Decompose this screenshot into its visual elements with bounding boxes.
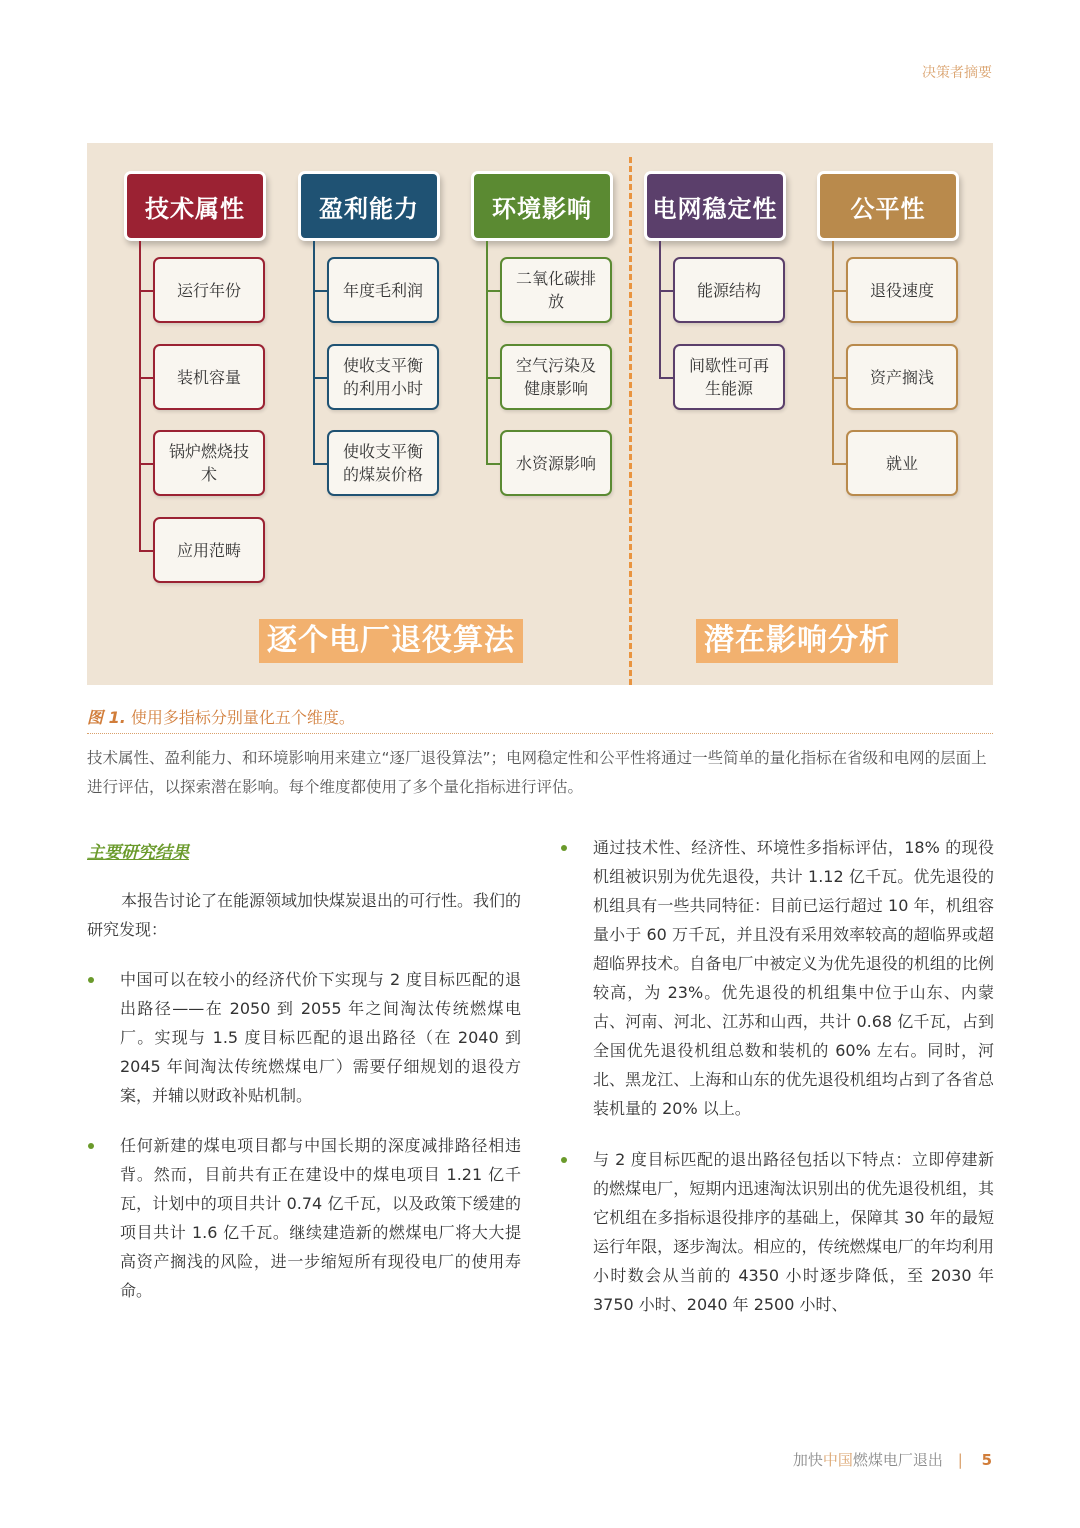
connector-tick (139, 463, 153, 465)
connector-line (313, 241, 315, 464)
connector-line (139, 241, 141, 551)
indicator-box: 间歇性可再生能源 (673, 344, 785, 410)
connector-tick (659, 290, 673, 292)
section-title: 主要研究结果 (87, 843, 189, 863)
connector-line (659, 241, 661, 377)
figure-caption (87, 705, 355, 728)
indicator-box: 应用范畴 (153, 517, 265, 583)
footer-title-part: 加快 (792, 1451, 823, 1469)
indicator-box: 装机容量 (153, 344, 265, 410)
indicator-box: 能源结构 (673, 257, 785, 323)
connector-tick (832, 463, 846, 465)
indicator-box: 资产搁浅 (846, 344, 958, 410)
retirement-algorithm-label: 逐个电厂退役算法 (259, 619, 523, 663)
bullet-icon (561, 845, 567, 851)
finding-paragraph: 通过技术性、经济性、环境性多指标评估，18% 的现役机组被识别为优先退役，共计 1.12 亿千瓦。优先退役的机组具有一些共同特征：目前已运行超过 10 年，机组容量小于 60 万千瓦，并且没有采用效率较高的超临界或超超临界技术。自备电厂中被定义为优先退役的机组的比例较高，为 23%。优先退役的机组集中位于山东、内蒙古、河南、河北、江苏和山西，共计 0.68 亿千瓦，占到全国优先退役机组总数和装机的 60% 左右。同时，河北、黑龙江、上海和山东的优先退役机组均占到了各省总装机量的 20% 以上。 (593, 838, 994, 1118)
connector-tick (832, 290, 846, 292)
dimension-header: 技术属性 (127, 174, 263, 238)
indicator-box: 年度毛利润 (327, 257, 439, 323)
dimension-header: 环境影响 (474, 174, 610, 238)
connector-tick (659, 377, 673, 379)
indicator-box: 空气污染及健康影响 (500, 344, 612, 410)
connector-tick (313, 463, 327, 465)
intro-paragraph: 本报告讨论了在能源领域加快煤炭退出的可行性。我们的研究发现： (87, 891, 522, 939)
connector-tick (139, 377, 153, 379)
connector-tick (313, 377, 327, 379)
indicator-box: 锅炉燃烧技术 (153, 430, 265, 496)
bullet-icon (561, 1157, 567, 1163)
figure-caption-text: 使用多指标分别量化五个维度。 (130, 708, 355, 727)
connector-line (832, 241, 834, 464)
footer-title-part: 燃煤电厂退出 (852, 1451, 943, 1469)
connector-tick (139, 550, 153, 552)
indicator-box: 二氧化碳排放 (500, 257, 612, 323)
connector-tick (486, 463, 500, 465)
impact-analysis-label: 潜在影响分析 (696, 619, 898, 663)
caption-rule (87, 733, 993, 734)
connector-tick (832, 377, 846, 379)
indicator-box: 使收支平衡的煤炭价格 (327, 430, 439, 496)
bullet-icon (88, 977, 94, 983)
dimension-header: 电网稳定性 (647, 174, 783, 238)
connector-line (486, 241, 488, 464)
footer-title-accent: 中国 (822, 1451, 853, 1469)
indicator-box: 退役速度 (846, 257, 958, 323)
finding-paragraph: 任何新建的煤电项目都与中国长期的深度减排路径相违背。然而，目前共有正在建设中的煤电项目 1.21 亿千瓦，计划中的项目共计 0.74 亿千瓦，以及政策下缓建的项目共计 1.6 亿千瓦。继续建造新的燃煤电厂将大大提高资产搁浅的风险，进一步缩短所有现役电厂的使用寿命。 (120, 1136, 521, 1300)
page-number: 5 (981, 1451, 992, 1469)
dashed-divider (629, 157, 632, 685)
finding-paragraph: 与 2 度目标匹配的退出路径包括以下特点：立即停建新的燃煤电厂，短期内迅速淘汰识别出的优先退役机组，其它机组在多指标退役排序的基础上，保障其 30 年的最短运行年限，逐步淘汰。相应的，传统燃煤电厂的年均利用小时数会从当前的 4350 小时逐步降低，至 2030 年 3750 小时、2040 年 2500 小时、 (593, 1150, 994, 1314)
connector-tick (313, 290, 327, 292)
figure-note: 技术属性、盈利能力、和环境影响用来建立“逐厂退役算法”；电网稳定性和公平性将通过一些简单的量化指标在省级和电网的层面上进行评估，以探索潜在影响。每个维度都使用了多个量化指标进行评估。 (87, 749, 987, 796)
dimension-header: 公平性 (820, 174, 956, 238)
finding-paragraph: 中国可以在较小的经济代价下实现与 2 度目标匹配的退出路径——在 2050 到 2055 年之间淘汰传统燃煤电厂。实现与 1.5 度目标匹配的退出路径（在 2040 到 2045 年间淘汰传统燃煤电厂）需要仔细规划的退役方案，并辅以财政补贴机制。 (120, 970, 521, 1105)
footer-separator: | (957, 1451, 963, 1469)
indicator-box: 就业 (846, 430, 958, 496)
connector-tick (486, 377, 500, 379)
connector-tick (486, 290, 500, 292)
indicator-box: 使收支平衡的利用小时 (327, 344, 439, 410)
indicator-box: 水资源影响 (500, 430, 612, 496)
page-footer (793, 1449, 992, 1470)
running-head: 决策者摘要 (922, 65, 992, 81)
dimension-header: 盈利能力 (301, 174, 437, 238)
indicator-box: 运行年份 (153, 257, 265, 323)
figure-1 (87, 143, 993, 685)
figure-number: 图 1. (87, 708, 126, 727)
connector-tick (139, 290, 153, 292)
bullet-icon (88, 1143, 94, 1149)
